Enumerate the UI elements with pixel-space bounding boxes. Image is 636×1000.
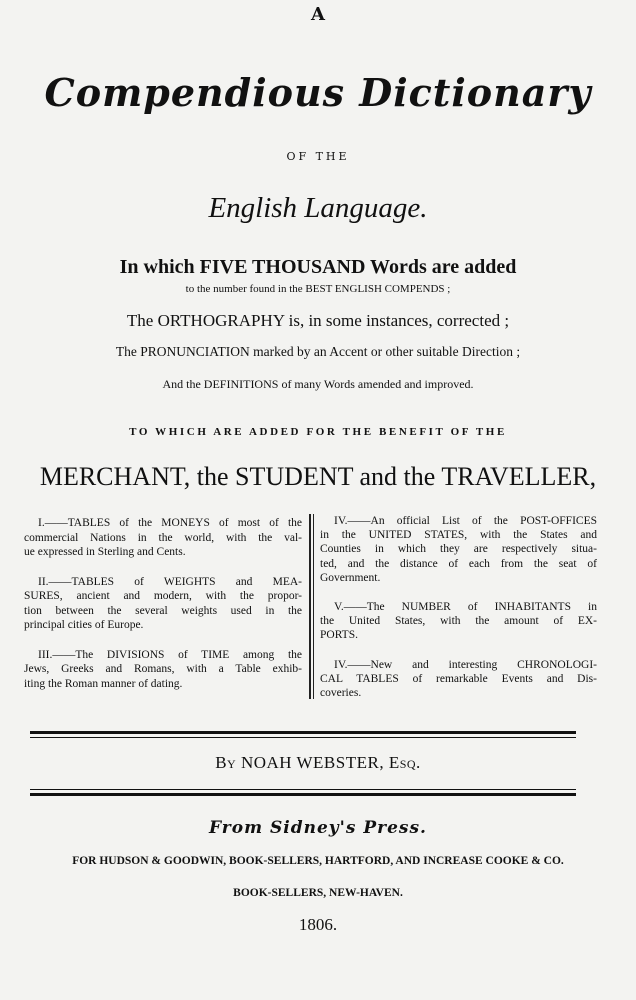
publisher-line-1: FOR HUDSON & GOODWIN, BOOK-SELLERS, HARTFORD, AND INCREASE COOKE & CO. xyxy=(72,855,564,867)
line: II.——TABLES of WEIGHTS and MEA- xyxy=(38,575,302,588)
title-subject: English Language. xyxy=(208,192,428,224)
line: in the UNITED STATES, with the States and xyxy=(320,529,597,542)
title-article: A xyxy=(311,4,325,25)
line: ue expressed in Sterling and Cents. xyxy=(24,546,186,558)
year: 1806. xyxy=(298,915,338,934)
publisher-line-2: BOOK-SELLERS, NEW-HAVEN. xyxy=(233,887,403,899)
line: Jews, Greeks and Romans, with a Table exhib- xyxy=(24,663,302,675)
subtitle-line-5: And the DEFINITIONS of many Words amended and improved. xyxy=(162,377,474,391)
line: III.——The DIVISIONS of TIME among the xyxy=(38,648,302,661)
rule-bottom-thin xyxy=(30,789,576,790)
contents-item-6 xyxy=(320,658,597,701)
rule-top-thin xyxy=(30,737,576,738)
column-divider xyxy=(313,514,314,699)
line: ted, and the distance of each from the seat of xyxy=(320,557,597,570)
audience-line: MERCHANT, the STUDENT and the TRAVELLER, xyxy=(39,462,597,491)
subtitle-line-1: In which FIVE THOUSAND Words are added xyxy=(119,256,517,278)
line: iting the Roman manner of dating. xyxy=(24,677,183,690)
line: SURES, ancient and modern, with the propor- xyxy=(24,590,302,602)
subtitle-line-4: The PRONUNCIATION marked by an Accent or other suitable Direction ; xyxy=(115,344,521,359)
author: By NOAH WEBSTER, Esq. xyxy=(215,753,421,772)
contents-item-3 xyxy=(24,648,302,692)
column-divider xyxy=(309,514,311,699)
press: From Sidney's Press. xyxy=(209,818,427,838)
line: I.——TABLES of the MONEYS of most of the xyxy=(38,517,302,529)
added-heading: TO WHICH ARE ADDED FOR THE BENEFIT OF THE xyxy=(129,426,507,438)
line: coveries. xyxy=(320,687,362,700)
line: Counties in which they are respectively situa- xyxy=(320,543,597,556)
line: Government. xyxy=(320,571,381,584)
contents-item-1 xyxy=(24,516,302,560)
contents-item-2 xyxy=(24,575,302,633)
title-of-the: OF THE xyxy=(286,150,350,163)
title-main: Compendious Dictionary xyxy=(44,70,592,115)
subtitle-line-2: to the number found in the BEST ENGLISH COMPENDS ; xyxy=(185,283,451,295)
line: V.——The NUMBER of INHABITANTS in xyxy=(334,601,597,614)
line: principal cities of Europe. xyxy=(24,619,144,631)
contents-item-4 xyxy=(320,514,597,585)
line: tion between the several weights used in the xyxy=(24,604,302,617)
line: IV.——New and interesting CHRONOLOGI- xyxy=(334,658,597,671)
line: CAL TABLES of remarkable Events and Dis- xyxy=(320,672,597,685)
right-column xyxy=(320,514,597,715)
line: IV.——An official List of the POST-OFFICES xyxy=(334,515,597,527)
contents-item-5 xyxy=(320,600,597,643)
subtitle-line-3: The ORTHOGRAPHY is, in some instances, corrected ; xyxy=(126,311,510,330)
line: PORTS. xyxy=(320,629,358,642)
rule-top-thick xyxy=(30,731,576,734)
line: the United States, with the amount of EX- xyxy=(320,615,597,628)
rule-bottom-thick xyxy=(30,793,576,796)
line: commercial Nations in the world, with the val- xyxy=(24,531,302,544)
left-column xyxy=(24,516,302,706)
